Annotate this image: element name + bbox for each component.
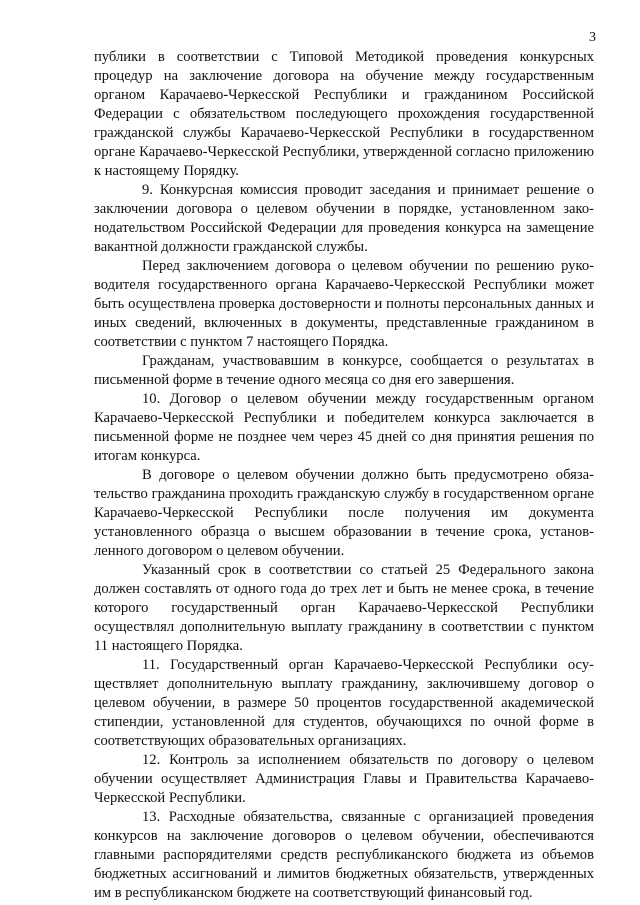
paragraph-item-13: 13. Расходные обязательства, связанные с организацией проведения конкурсов на заключение договоров о целевом обучении, обеспечиваются главными распорядителями средств республиканского бюджета из объемов бюджетных ассигнований и лимитов бюджетных обязательств, утвержденных им в республиканском бюджете на соответствующий финансовый год. (94, 809, 594, 901)
paragraph-term: Указанный срок в соответствии со статьей 25 Федерального закона должен составлять от одного года до трех лет и быть не менее срока, в течение которого государственный орган Карачаево-Черкесской Республики осуществлял дополнительную выплату гражданину в соответствии с пунктом 11 настоящего Порядка. (94, 562, 594, 654)
paragraph-item-12: 12. Контроль за исполнением обязательств по договору о целевом обучении осуществляет Администрация Главы и Правительства Карачаево-Черкесской Республики. (94, 752, 594, 806)
paragraph-results-notice: Гражданам, участвовавшим в конкурсе, сообщается о результатах в письменной форме в течение одного месяца со дня его завершения. (94, 353, 594, 388)
paragraph-continuation: публики в соответствии с Типовой Методикой проведения конкурсных процедур на заключение договора на обучение между государственным органом Карачаево-Черкесской Республики и гражданином Российской Федерации с обязательством последующего прохождения государственной гражданской службы Карачаево-Черкесской Республики в государственном органе Карачаево-Черкесской Республики, утвержденной согласно приложению к настоящему Порядку. (94, 49, 594, 179)
paragraph-obligation: В договоре о целевом обучении должно быть предусмотрено обязательство гражданина проходить гражданскую службу в государственном органе Карачаево-Черкесской Республики после получения им документа установленного образца о высшем образовании в течение срока, установленного договором о целевом обучении. (94, 467, 594, 559)
paragraph-item-11: 11. Государственный орган Карачаево-Черкесской Республики осуществляет дополнительную выплату гражданину, заключившему договор о целевом обучении, в размере 50 процентов государственной академической стипендии, установленной для студентов, обучающихся по очной форме в соответствующих образовательных организациях. (94, 657, 594, 749)
document-body (94, 48, 594, 903)
paragraph-verification: Перед заключением договора о целевом обучении по решению руководителя государственного органа Карачаево-Черкесской Республики может быть осуществлена проверка достоверности и полноты персональных данных и иных сведений, включенных в документы, представленные гражданином в соответствии с пунктом 7 настоящего Порядка. (94, 258, 594, 350)
paragraph-item-9: 9. Конкурсная комиссия проводит заседания и принимает решение о заключении договора о целевом обучении в порядке, установленном законодательством Российской Федерации для проведения конкурса на замещение вакантной должности гражданской службы. (94, 182, 594, 255)
paragraph-item-10: 10. Договор о целевом обучении между государственным органом Карачаево-Черкесской Республики и победителем конкурса заключается в письменной форме не позднее чем через 45 дней со дня принятия решения по итогам конкурса. (94, 391, 594, 464)
page-number: 3 (589, 30, 596, 45)
